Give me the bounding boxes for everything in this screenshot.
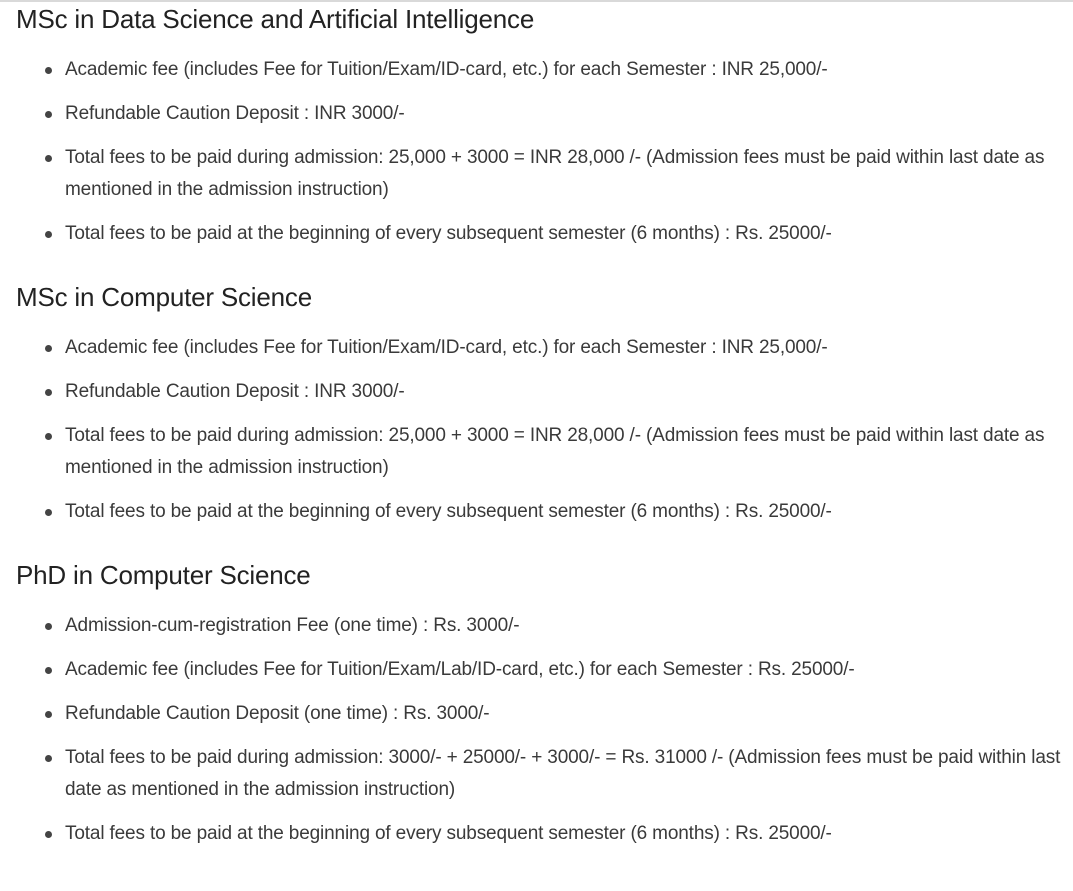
- list-item: [16, 818, 1073, 850]
- bullet-icon: [45, 111, 52, 118]
- list-item-text: Total fees to be paid during admission: 25,000 + 3000 = INR 28,000 /- (Admission fees must be paid within last date as mentioned in the admission instruction): [65, 425, 1045, 478]
- bullet-icon: [45, 667, 52, 674]
- list-item: [16, 142, 1073, 206]
- fee-list: [16, 332, 1073, 528]
- program-title: MSc in Computer Science: [16, 282, 312, 312]
- bullet-icon: [45, 711, 52, 718]
- bullet-icon: [45, 755, 52, 762]
- program-msc-computer-science: [16, 282, 1073, 528]
- program-phd-computer-science: [16, 560, 1073, 850]
- list-item: [16, 610, 1073, 642]
- list-item-text: Total fees to be paid during admission: 25,000 + 3000 = INR 28,000 /- (Admission fees must be paid within last date as mentioned in the admission instruction): [65, 147, 1045, 200]
- list-item-text: Total fees to be paid at the beginning of every subsequent semester (6 months) : Rs. 25000/-: [65, 223, 832, 244]
- bullet-icon: [45, 433, 52, 440]
- list-item: [16, 698, 1073, 730]
- bullet-icon: [45, 831, 52, 838]
- list-item: [16, 218, 1073, 250]
- bullet-icon: [45, 345, 52, 352]
- list-item: [16, 420, 1073, 484]
- list-item-text: Refundable Caution Deposit : INR 3000/-: [65, 103, 405, 124]
- list-item: [16, 54, 1073, 86]
- list-item: [16, 654, 1073, 686]
- bullet-icon: [45, 623, 52, 630]
- bullet-icon: [45, 231, 52, 238]
- bullet-icon: [45, 509, 52, 516]
- list-item-text: Total fees to be paid at the beginning of every subsequent semester (6 months) : Rs. 25000/-: [65, 501, 832, 522]
- fee-list: [16, 54, 1073, 250]
- list-item-text: Total fees to be paid during admission: 3000/- + 25000/- + 3000/- = Rs. 31000 /- (Admission fees must be paid within last date as mentioned in the admission instruction): [65, 747, 1061, 800]
- program-title: MSc in Data Science and Artificial Intelligence: [16, 4, 535, 34]
- list-item-text: Academic fee (includes Fee for Tuition/Exam/Lab/ID-card, etc.) for each Semester : Rs. 25000/-: [65, 659, 855, 680]
- list-item-text: Academic fee (includes Fee for Tuition/Exam/ID-card, etc.) for each Semester : INR 25,000/-: [65, 59, 828, 80]
- bullet-icon: [45, 389, 52, 396]
- list-item: [16, 98, 1073, 130]
- list-item-text: Admission-cum-registration Fee (one time) : Rs. 3000/-: [65, 615, 520, 636]
- list-item: [16, 496, 1073, 528]
- fee-structure-content: [16, 4, 1073, 882]
- bullet-icon: [45, 155, 52, 162]
- list-item-text: Refundable Caution Deposit : INR 3000/-: [65, 381, 405, 402]
- list-item: [16, 332, 1073, 364]
- list-item-text: Academic fee (includes Fee for Tuition/Exam/ID-card, etc.) for each Semester : INR 25,000/-: [65, 337, 828, 358]
- list-item: [16, 376, 1073, 408]
- top-divider: [0, 0, 1073, 2]
- program-title: PhD in Computer Science: [16, 560, 311, 590]
- bullet-icon: [45, 67, 52, 74]
- program-msc-data-science-ai: [16, 4, 1073, 250]
- list-item: [16, 742, 1073, 806]
- list-item-text: Total fees to be paid at the beginning of every subsequent semester (6 months) : Rs. 25000/-: [65, 823, 832, 844]
- list-item-text: Refundable Caution Deposit (one time) : Rs. 3000/-: [65, 703, 490, 724]
- fee-list: [16, 610, 1073, 850]
